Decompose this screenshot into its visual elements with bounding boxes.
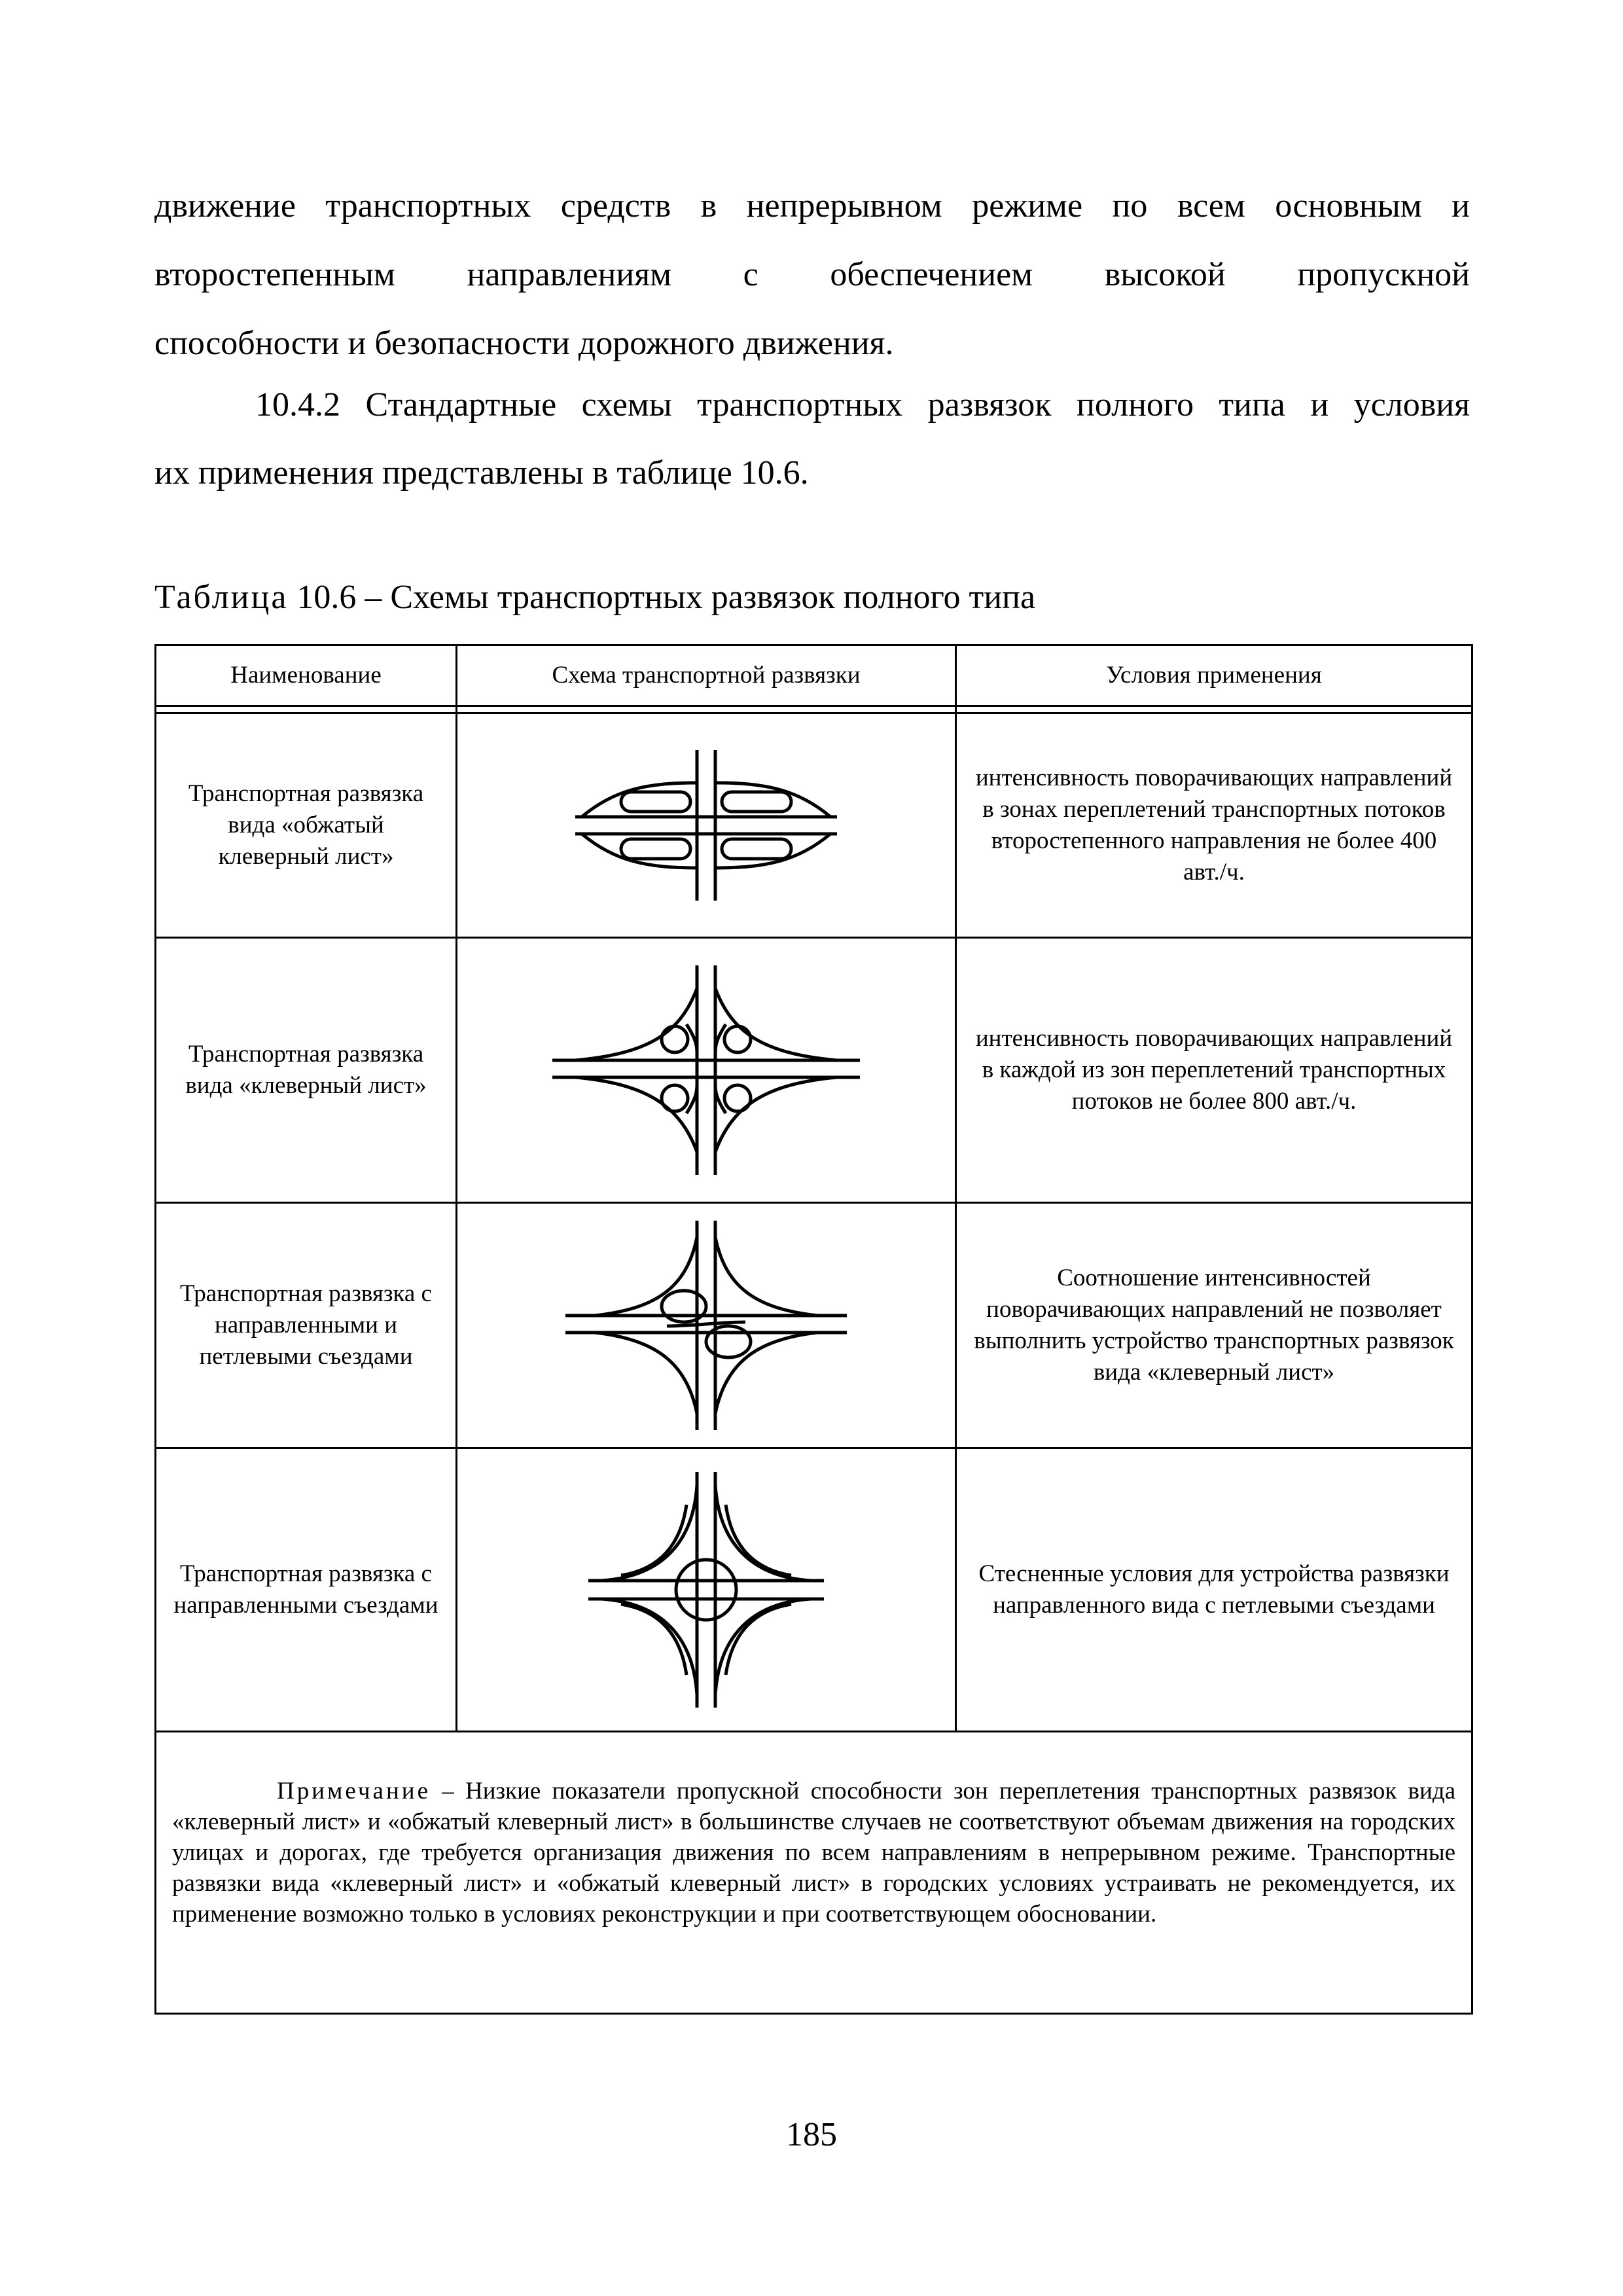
paragraph-2-line-2: их применения представлены в таблице 10.6. xyxy=(154,454,809,492)
row-name: Транспортная развязка вида «клеверный лист» xyxy=(185,1041,427,1099)
row-name: Транспортная развязка с направленными съездами xyxy=(173,1560,438,1619)
paragraph-1-line-1: движение транспортных средств в непрерывном режиме по всем основным и xyxy=(154,187,1470,224)
row-conditions-cell xyxy=(956,1203,1472,1448)
header-separator xyxy=(156,706,1472,713)
row-name: Транспортная развязка вида «обжатый клеверный лист» xyxy=(188,780,424,870)
directional-interchange-icon xyxy=(582,1465,830,1714)
header-conditions: Условия применения xyxy=(956,645,1472,706)
page-number: 185 xyxy=(786,2116,837,2153)
table-note-row xyxy=(156,1732,1472,2014)
table-row xyxy=(156,938,1472,1203)
row-conditions: интенсивность поворачивающих направлений в зонах переплетений транспортных потоков второстепенного направления не более 400 авт./ч. xyxy=(975,764,1453,886)
table-header-row xyxy=(156,645,1472,706)
row-scheme-cell xyxy=(457,713,956,938)
table-caption-label: Таблица xyxy=(154,579,289,616)
cloverleaf-icon xyxy=(549,962,863,1178)
header-scheme: Схема транспортной развязки xyxy=(457,645,956,706)
row-scheme-cell xyxy=(457,1448,956,1732)
row-conditions-cell xyxy=(956,938,1472,1203)
header-name: Наименование xyxy=(156,645,457,706)
table-caption xyxy=(154,568,1035,627)
row-name: Транспортная развязка с направленными и петлевыми съездами xyxy=(180,1280,432,1370)
interchange-schemes-table xyxy=(154,644,1473,2015)
table-row xyxy=(156,1448,1472,1732)
paragraph-2-line-1: 10.4.2 Стандартные схемы транспортных развязок полного типа и условия xyxy=(255,386,1470,423)
table-row xyxy=(156,713,1472,938)
row-scheme-cell xyxy=(457,938,956,1203)
directional-loop-interchange-icon xyxy=(562,1217,850,1433)
row-conditions-cell xyxy=(956,1448,1472,1732)
compressed-cloverleaf-icon xyxy=(569,744,844,907)
table-row xyxy=(156,1203,1472,1448)
row-scheme-cell xyxy=(457,1203,956,1448)
table-caption-text: 10.6 – Схемы транспортных развязок полного типа xyxy=(296,579,1036,616)
note-text: – Низкие показатели пропускной способности зон переплетения транспортных развязок вида «клеверный лист» и «обжатый клеверный лист» в большинстве случаев не соответствуют объемам движения на городских улицах и дорогах, где требуется организация движения по всем направлениям в непрерывном режиме. Транспортные развязки вида «клеверный лист» и «обжатый клеверный лист» в городских условиях устраивать не рекомендуется, их применение возможно только в условиях реконструкции и при соответствующем обосновании. xyxy=(172,1778,1456,1928)
note-label: Примечание xyxy=(277,1778,431,1804)
row-name-cell xyxy=(156,938,457,1203)
row-conditions: Стесненные условия для устройства развязки направленного вида с петлевыми съездами xyxy=(978,1560,1450,1619)
row-name-cell xyxy=(156,1203,457,1448)
row-conditions: Соотношение интенсивностей поворачивающих направлений не позволяет выполнить устройство транспортных развязок вида «клеверный лист» xyxy=(974,1265,1454,1386)
paragraph-1-line-2: второстепенным направлениям с обеспечением высокой пропускной xyxy=(154,256,1470,293)
table-note-cell xyxy=(156,1732,1472,2014)
row-conditions: интенсивность поворачивающих направлений в каждой из зон переплетений транспортных потоков не более 800 авт./ч. xyxy=(975,1025,1453,1115)
row-name-cell xyxy=(156,713,457,938)
paragraph-1-line-3: способности и безопасности дорожного движения. xyxy=(154,325,894,362)
table-note xyxy=(156,1732,1471,1929)
row-name-cell xyxy=(156,1448,457,1732)
row-conditions-cell xyxy=(956,713,1472,938)
